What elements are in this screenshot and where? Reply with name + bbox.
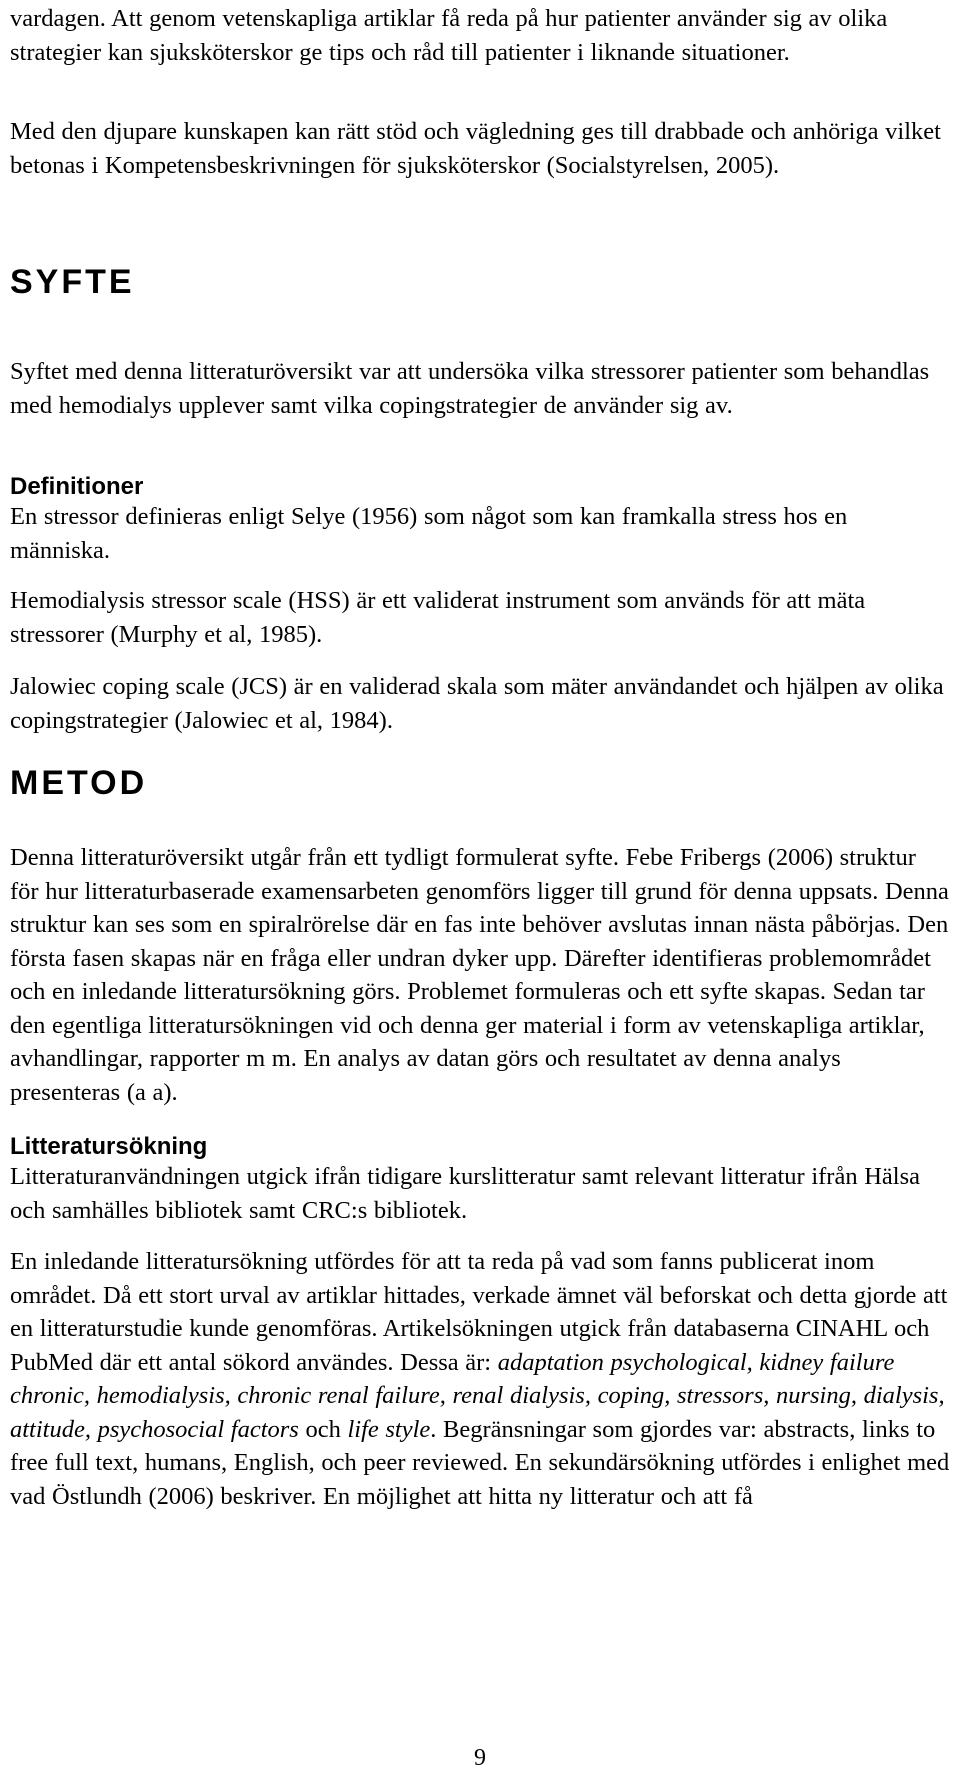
definitioner-paragraph-1: En stressor definieras enligt Selye (1956) som något som kan framkalla stress hos en människa. — [10, 503, 848, 564]
definitioner-heading: Definitioner — [10, 473, 144, 500]
p2-text-part1: En inledande litteratursökning utfördes för att ta reda på vad som fanns publicerat inom området. Då ett stort urval av artiklar hittades, verkade ämnet väl beforskat och detta gjorde att en litteraturstudie kunde genomföras. Artikelsökningen utgick från databaserna CINAHL och PubMed där ett antal sökord användes. Dessa är: — [10, 1248, 948, 1376]
litteratursokning-heading: Litteratursökning — [10, 1133, 208, 1160]
litteratursokning-paragraph-2 — [10, 1245, 950, 1513]
definitioner-paragraph-2: Hemodialysis stressor scale (HSS) är ett validerat instrument som används för att mäta stressorer (Murphy et al, 1985). — [10, 587, 866, 648]
p2-keywords: adaptation psychological, kidney failure chronic, hemodialysis, chronic renal failure, renal dialysis, coping, stressors, nursing, dialysis, attitude, psychosocial factors — [10, 1348, 945, 1443]
definitioner-paragraph-3: Jalowiec coping scale (JCS) är en validerad skala som mäter användandet och hjälpen av olika copingstrategier (Jalowiec et al, 1984). — [10, 673, 944, 734]
syfte-heading: SYFTE — [10, 263, 135, 301]
p2-text-part2: . Begränsningar som gjordes var: abstracts, links to free full text, humans, English, och peer reviewed. En sekundärsökning utfördes i enlighet med vad Östlundh (2006) beskriver. En möjlighet att hitta ny litteratur och att få — [10, 1415, 950, 1510]
p2-keyword-last: life style — [347, 1415, 431, 1443]
intro-paragraph-2: Med den djupare kunskapen kan rätt stöd och vägledning ges till drabbade och anhöriga vilket betonas i Kompetensbeskrivningen för sjuksköterskor (Socialstyrelsen, 2005). — [10, 118, 941, 179]
page-number: 9 — [474, 1745, 486, 1771]
metod-paragraph: Denna litteraturöversikt utgår från ett tydligt formulerat syfte. Febe Fribergs (2006) struktur för hur litteraturbaserade examensarbeten genomförs ligger till grund för denna uppsats. Denna struktur kan ses som en spiralrörelse där en fas inte behöver avslutas innan nästa påbörjas. Den första fasen skapas när en fråga eller undran dyker upp. Därefter identifieras problemområdet och en inledande litteratursökning görs. Problemet formuleras och ett syfte skapas. Sedan tar den egentliga litteratursökningen vid och denna ger material i form av vetenskapliga artiklar, avhandlingar, rapporter m m. En analys av datan görs och resultatet av denna analys presenteras (a a). — [10, 844, 949, 1106]
intro-paragraph-1: vardagen. Att genom vetenskapliga artiklar få reda på hur patienter använder sig av olika strategier kan sjuksköterskor ge tips och råd till patienter i liknande situationer. — [10, 5, 888, 66]
metod-heading: METOD — [10, 764, 148, 802]
syfte-paragraph: Syftet med denna litteraturöversikt var att undersöka vilka stressorer patienter som behandlas med hemodialys upplever samt vilka copingstrategier de använder sig av. — [10, 358, 930, 419]
p2-and: och — [298, 1415, 348, 1443]
litteratursokning-paragraph-1: Litteraturanvändningen utgick ifrån tidigare kurslitteratur samt relevant litteratur ifrån Hälsa och samhälles bibliotek samt CRC:s bibliotek. — [10, 1163, 920, 1224]
